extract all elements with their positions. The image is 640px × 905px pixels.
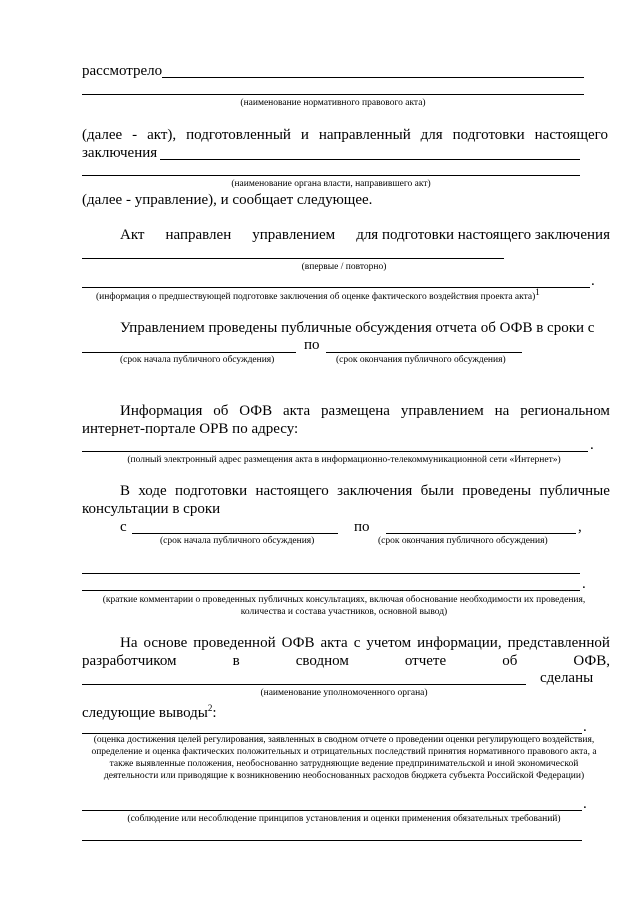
consult-start-caption: (срок начала публичного обсуждения) [160,536,315,546]
s-label: с [120,519,127,535]
act-name-line-2 [82,94,584,95]
comments-line-1 [82,573,580,574]
block2-line1: (далее - акт), подготовленный и направленный для подготовки настоящего [82,127,608,143]
block6-line2: консультации в сроки [82,501,221,517]
authority-line [160,159,580,160]
comments-line-2 [82,590,580,591]
po-label: по [304,337,320,353]
made-label: сделаны [540,670,594,686]
prev-info-line [82,287,590,288]
period: . [590,437,594,453]
footnote-2-mark: 2 [207,703,213,713]
comments-caption: (краткие комментарии о проведенных публичных консультациях, включая обоснование необходимости их проведения, количества и состава участников, основной вывод) [102,595,586,617]
conclusion-word: заключения [82,145,158,161]
authority-caption: (наименование органа власти, направившего акт) [231,179,431,189]
block5-line2: интернет-портале ОРВ по адресу: [82,421,299,437]
address-line [82,451,588,452]
end-date-line [326,352,522,353]
period: . [583,719,587,735]
block5-line1: Информация об ОФВ акта размещена управлением на региональном [120,403,610,419]
period: . [582,576,586,592]
prev-info-caption: (информация о предшествующей подготовке заключения об оценке фактического воздействия проекта акта)$^1$ [96,286,540,302]
act-name-line [162,77,584,78]
block2-line3: (далее - управление), и сообщает следующее. [82,192,373,208]
first-time-caption: (впервые / повторно) [301,262,387,272]
period: . [583,796,587,812]
block7-line1: На основе проведенной ОФВ акта с учетом информации, представленной [120,635,610,651]
uo-name-line [82,684,526,685]
act-name-caption: (наименование нормативного правового акта) [240,98,426,108]
consult-end-line [386,533,576,534]
start-caption: (срок начала публичного обсуждения) [120,355,275,365]
start-date-line [82,352,296,353]
po-label: по [354,519,370,535]
considered-label: рассмотрело [82,63,163,79]
consult-start-line [132,533,338,534]
block6-line1: В ходе подготовки настоящего заключения были проведены публичные [120,483,610,499]
consult-end-caption: (срок окончания публичного обсуждения) [378,536,548,546]
comma: , [578,519,582,535]
address-caption: (полный электронный адрес размещения акта в информационно-телекоммуникационной сети «Интернет») [127,455,561,465]
principles-line-2 [82,840,582,841]
block7-line2: разработчиком в сводном отчете об ОФВ, [82,653,610,669]
end-caption: (срок окончания публичного обсуждения) [336,355,506,365]
conclusions-label: следующие выводы$^2$: [82,703,217,721]
authority-line-2 [82,175,580,176]
principles-caption: (соблюдение или несоблюдение принципов установления и оценки применения обязательных требований) [127,814,561,824]
uo-caption: (наименование уполномоченного органа) [260,688,428,698]
block3-line1: Акт направлен управлением для подготовки настоящего заключения [120,227,610,243]
period: . [591,273,595,289]
block4-line1: Управлением проведены публичные обсуждения отчета об ОФВ в сроки с [120,320,595,336]
first-time-line [82,258,504,259]
goals-caption: (оценка достижения целей регулирования, заявленных в сводном отчете о проведении оценки регулирующего воздействия, определение и оценка фактических положительных и отрицательных последствий принятия нормативного правового акта, а также выявленные положения, необоснованно затрудняющие ведение предпринимательской и иной экономической деятельности или приводящие к возникновению необоснованных расходов бюджета субъекта Российской Федерации) [91,735,597,781]
principles-line [82,810,582,811]
footnote-1-mark: 1 [535,286,540,297]
